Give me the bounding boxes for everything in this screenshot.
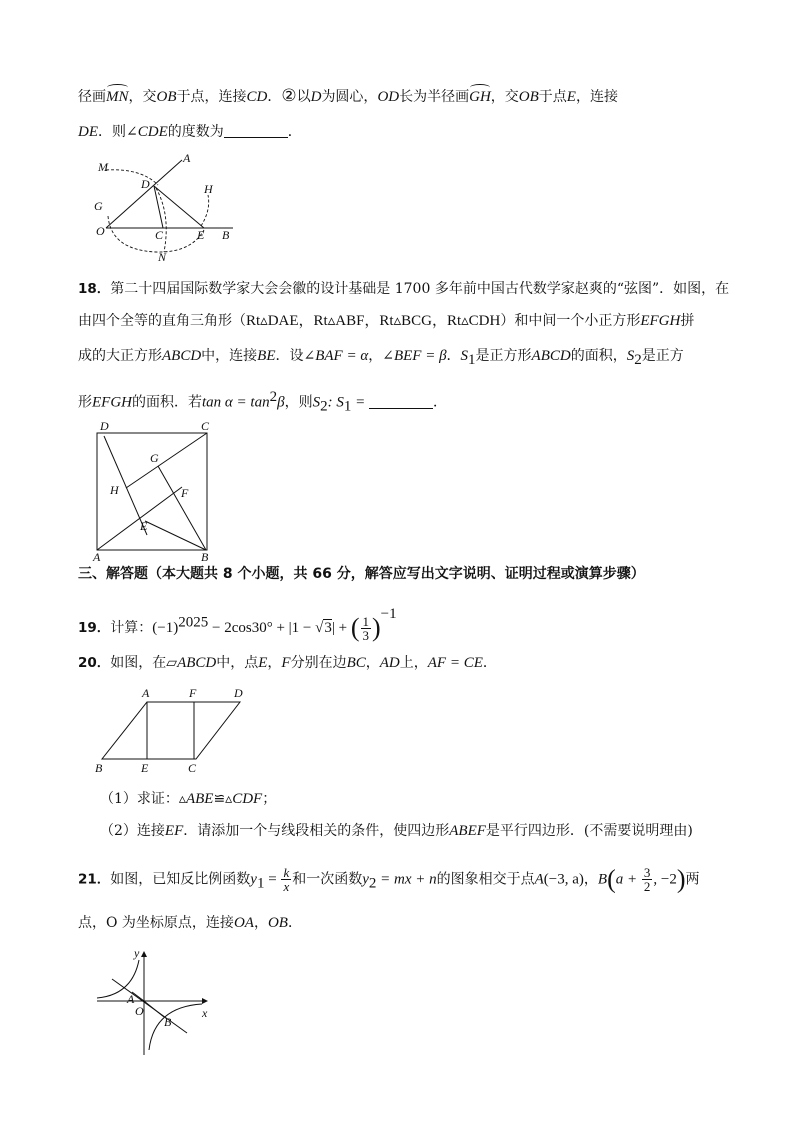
q21-text: 如图，已知反比例函数 [110, 871, 251, 888]
q20-text: ， [267, 655, 282, 671]
q20-math: BC [346, 655, 366, 671]
q20-text: 是平行四边形．(不需要说明理由) [485, 823, 693, 839]
q17-text: ．则∠ [98, 124, 138, 140]
q18-text: 拼 [680, 313, 695, 329]
q20-math: F [281, 655, 291, 671]
q18-math: BAF = α [315, 348, 369, 364]
q18-text: 是正方形 [475, 348, 532, 364]
q17-math: D [310, 89, 322, 105]
label-d: D [100, 419, 109, 433]
q17-math: OB [156, 89, 177, 105]
q18-text: 中，连接 [201, 348, 258, 364]
q21-math: y [362, 871, 369, 888]
q20-math: E [258, 655, 268, 671]
label-h: H [110, 483, 119, 497]
label-e: E [197, 228, 205, 242]
section-title [78, 564, 645, 584]
q20-text: ．请添加一个与线段相关的条件，使四边形 [183, 823, 450, 839]
q21-math: = [264, 871, 281, 888]
arc-mn-figure [106, 170, 158, 185]
fraction-k-x: $\frac{k}{x}$ [283, 865, 290, 894]
q17-text: ． [267, 89, 282, 105]
q18-text: 形 [78, 394, 92, 411]
label-h: H [204, 182, 213, 196]
q18-text: ）和中间一个小正方形 [500, 313, 641, 329]
q21-figure [92, 945, 217, 1060]
q19-math: (−1) [152, 620, 179, 636]
q18-math: ABCD [162, 348, 202, 364]
q21-math: (−3, a) [543, 871, 584, 888]
label-x: x [202, 1006, 208, 1020]
q19-exponent: 2025 [178, 614, 209, 631]
answer-blank[interactable] [369, 394, 433, 409]
section-heading: 三、解答题（本大题共 8 个小题，共 66 分，解答应写出文字说明、证明过程或演算步骤） [78, 566, 645, 582]
q21-math: A [534, 871, 544, 888]
q17-figure [86, 150, 246, 265]
q18-text: ．设∠ [275, 348, 316, 364]
label-o: O [135, 1004, 144, 1018]
q18-line3: 成的大正方形ABCD中，连接BE．设∠BAF = α，∠BEF = β．$S_1$是正方形ABCD的面积，$S_2$是正方 [78, 348, 684, 368]
arc-gh: GH [469, 89, 491, 105]
q17-math: CD [246, 89, 268, 105]
q20-math: AD [379, 655, 400, 671]
q17-text: 为圆心， [321, 89, 378, 105]
label-y: y [134, 946, 140, 960]
label-d: D [234, 686, 243, 700]
label-b: B [222, 228, 230, 242]
q20-text: 如图，在▱ [110, 655, 178, 671]
q17-line2 [78, 122, 302, 142]
q20-figure [90, 683, 260, 778]
q17-text: 于点，连接 [176, 89, 247, 105]
q18-text: ，∠ [368, 348, 394, 364]
q21-math: , −2 [653, 871, 677, 888]
q18-math: Rt▵DAE，Rt▵ABF，Rt▵BCG，Rt▵CDH [246, 313, 501, 329]
q19-radicand: 3 [324, 620, 332, 636]
q18-line1 [78, 279, 729, 299]
label-o: O [96, 224, 105, 238]
q18-text: 的面积．若 [132, 394, 202, 411]
q19-math: | + [331, 620, 351, 636]
label-c: C [201, 419, 210, 433]
q18-math: ABCD [531, 348, 571, 364]
q20-math: ABE [185, 791, 214, 807]
q21-line1: 21．如图，已知反比例函数$y_1$ = $\frac{k}{x}$ 和一次函数$y_2$ = mx + n的图象相交于点A(−3, a)，B(a + $\frac{3}{2}$ , −2)两 [78, 864, 700, 894]
q18-math: EFGH [640, 313, 681, 329]
q20-text: （1）求证：▵ [100, 791, 186, 807]
question-number: 20． [78, 655, 111, 671]
label-m: M [98, 160, 108, 174]
q17-text: ，连接 [575, 89, 618, 105]
q19-text: 计算： [110, 620, 153, 636]
label-a: A [127, 992, 135, 1006]
q18-math: BE [257, 348, 276, 364]
label-n: N [158, 250, 167, 264]
label-e: E [140, 519, 148, 533]
q18-math: S [312, 394, 321, 411]
q18-math: S [626, 348, 635, 364]
question-number: 21． [78, 871, 111, 888]
segment-ob [144, 1001, 164, 1017]
q19-math: − 2cos30° + |1 − [208, 620, 316, 636]
fraction-1-3: $\frac{1}{3}$ [362, 613, 369, 643]
q18-text: 成的大正方形 [78, 348, 162, 364]
q17-math: E [566, 89, 576, 105]
q18-text: ． [432, 394, 447, 411]
q18-math: S [460, 348, 469, 364]
q19-line: 19．计算：$(-1)^{2025} - 2\cos 30^\circ + |1 - √3|$ + ( $\frac{1}{3}$ )$^{-1}$ [78, 606, 397, 643]
q21-text: ． [287, 915, 302, 931]
q18-line4: 形EFGH的面积．若$\tan \alpha = \tan^2\beta$，则$S_2$: $S_1$ = ． [78, 389, 447, 415]
q18-text: 第二十四届国际数学家大会会徽的设计基础是 1700 多年前中国古代数学家赵爽的“弦图”．如图，在 [110, 281, 730, 297]
q20-text: （2）连接 [100, 823, 165, 839]
q17-text: 的度数为 [167, 124, 224, 140]
q18-line2 [78, 311, 694, 331]
q20-sub1 [100, 789, 276, 809]
q18-math: EFGH [92, 394, 132, 411]
label-g: G [94, 199, 103, 213]
label-b: B [201, 550, 209, 563]
q17-text: ． [287, 124, 302, 140]
q17-text: 以 [296, 89, 311, 105]
q17-text: 于点 [538, 89, 567, 105]
label-d: D [141, 177, 150, 191]
q20-text: ． [482, 655, 497, 671]
q20-math: ABCD [177, 655, 217, 671]
q21-math: = mx + n [376, 871, 437, 888]
arc-mn: MN [106, 89, 129, 105]
q20-text: 中，点 [216, 655, 259, 671]
q20-math: CDF [232, 791, 263, 807]
q18-math: = [351, 394, 369, 411]
q18-math: tan α = tan [202, 394, 270, 411]
q21-text: 两 [685, 871, 700, 888]
q21-text: ， [253, 915, 268, 931]
q20-text: 上， [399, 655, 428, 671]
q21-text: 点，O 为坐标原点，连接 [78, 915, 234, 931]
y-axis-arrow [141, 951, 147, 957]
q21-text: ， [583, 871, 598, 888]
q21-math: a + [615, 871, 641, 888]
q17-text: 长为半径画 [399, 89, 470, 105]
q21-line2 [78, 913, 302, 933]
q20-math: ABEF [449, 823, 486, 839]
q18-text: ． [446, 348, 461, 364]
q17-text: ，交 [490, 89, 519, 105]
q17-line1 [78, 86, 618, 107]
question-number: 18． [78, 281, 111, 297]
q21-math: B [597, 871, 608, 888]
q17-text: 径画 [78, 89, 106, 105]
q21-text: 和一次函数 [292, 871, 363, 888]
q21-math: y [250, 871, 257, 888]
step-marker: ② [281, 86, 297, 106]
q18-text: ，则 [284, 394, 313, 411]
q21-text: 的图象相交于点 [436, 871, 535, 888]
q21-math: OA [233, 915, 254, 931]
label-f: F [189, 686, 197, 700]
q20-text: ， [365, 655, 380, 671]
q20-math: EF [164, 823, 184, 839]
q20-text: ； [262, 791, 277, 807]
q17-math: OD [377, 89, 400, 105]
question-number: 19． [78, 620, 111, 636]
q18-text: 是正方 [641, 348, 684, 364]
q18-math: β [277, 394, 285, 411]
x-axis-arrow [202, 998, 208, 1004]
q19-exponent: −1 [380, 606, 397, 622]
q20-line1 [78, 653, 497, 673]
label-g: G [150, 451, 159, 465]
fraction-3-2: $\frac{3}{2}$ [643, 865, 651, 894]
label-b: B [95, 761, 103, 775]
arc-gh-figure [201, 195, 209, 226]
q20-math: AF = CE [427, 655, 483, 671]
parallelogram-abcd [102, 702, 240, 759]
segment-be [145, 521, 206, 550]
q18-figure [90, 418, 220, 563]
label-a: A [93, 550, 101, 563]
segment-ch [126, 433, 207, 488]
label-a: A [183, 151, 191, 165]
label-c: C [155, 228, 164, 242]
segment-bg [158, 466, 206, 550]
label-f: F [181, 486, 189, 500]
q18-math: : S [327, 394, 344, 411]
label-a: A [142, 686, 150, 700]
q18-math: BEF = β [393, 348, 447, 364]
answer-blank[interactable] [224, 123, 288, 138]
q20-text: 分别在边 [290, 655, 347, 671]
q18-text: 由四个全等的直角三角形（ [78, 313, 246, 329]
label-b: B [164, 1015, 172, 1029]
q18-text: 的面积， [570, 348, 627, 364]
label-c: C [188, 761, 197, 775]
q17-text: ，交 [128, 89, 157, 105]
q20-text: ≌▵ [213, 791, 233, 807]
q17-math: CDE [137, 124, 168, 140]
q21-math: OB [267, 915, 288, 931]
q17-math: DE [78, 124, 98, 140]
label-e: E [141, 761, 149, 775]
q17-math: OB [518, 89, 539, 105]
q20-sub2 [100, 821, 693, 841]
